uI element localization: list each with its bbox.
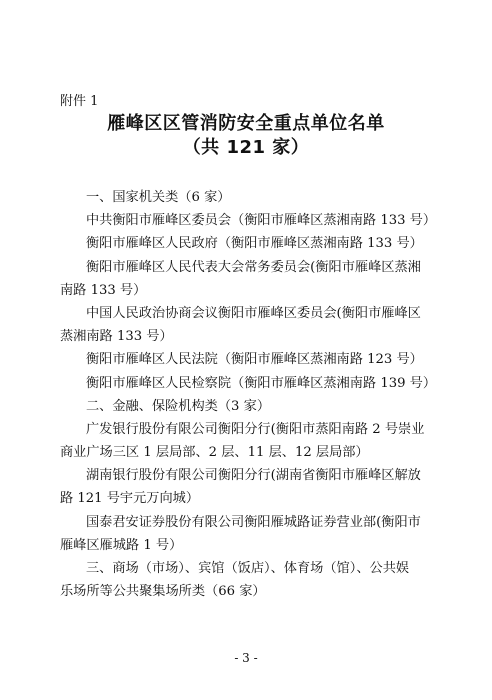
body-line: 衡阳市雁峰区人民政府（衡阳市雁峰区蒸湘南路 133 号） <box>86 236 423 252</box>
body-line: 衡阳市雁峰区人民法院（衡阳市雁峰区蒸湘南路 123 号） <box>86 352 423 368</box>
body-line: 商业广场三区 1 层局部、2 层、11 层、12 层局部） <box>60 445 369 461</box>
body-line: 南路 133 号） <box>60 282 147 298</box>
page-number: - 3 - <box>234 651 258 665</box>
body-line: 路 121 号宇元万向城） <box>60 491 200 507</box>
body-line: 广发银行股份有限公司衡阳分行(衡阳市蒸阳南路 2 号崇业 <box>86 421 425 437</box>
document-body <box>60 186 440 603</box>
attachment-label: 附件 1 <box>60 94 99 109</box>
body-line: 湖南银行股份有限公司衡阳分行(湖南省衡阳市雁峰区解放 <box>86 468 421 484</box>
body-line: 乐场所等公共聚集场所类（66 家） <box>60 584 266 600</box>
body-line: 一、国家机关类（6 家） <box>86 190 231 205</box>
body-line: 雁峰区雁城路 1 号） <box>60 537 183 553</box>
body-line: 衡阳市雁峰区人民代表大会常务委员会(衡阳市雁峰区蒸湘 <box>86 259 421 275</box>
body-line: 三、商场（市场）、宾馆（饭店）、体育场（馆）、公共娱 <box>86 561 410 576</box>
body-line: 国泰君安证券股份有限公司衡阳雁城路证券营业部(衡阳市 <box>86 514 421 530</box>
body-line: 中国人民政治协商会议衡阳市雁峰区委员会(衡阳市雁峰区 <box>86 305 421 321</box>
document-title: 雁峰区区管消防安全重点单位名单 <box>107 113 385 134</box>
body-line: 衡阳市雁峰区人民检察院（衡阳市雁峰区蒸湘南路 139 号） <box>86 375 437 391</box>
body-line: 二、金融、保险机构类（3 家） <box>86 398 271 414</box>
body-line: 中共衡阳市雁峰区委员会（衡阳市雁峰区蒸湘南路 133 号） <box>86 213 437 229</box>
body-line: 蒸湘南路 133 号） <box>60 329 173 345</box>
document-subtitle: （共 121 家） <box>182 137 310 158</box>
